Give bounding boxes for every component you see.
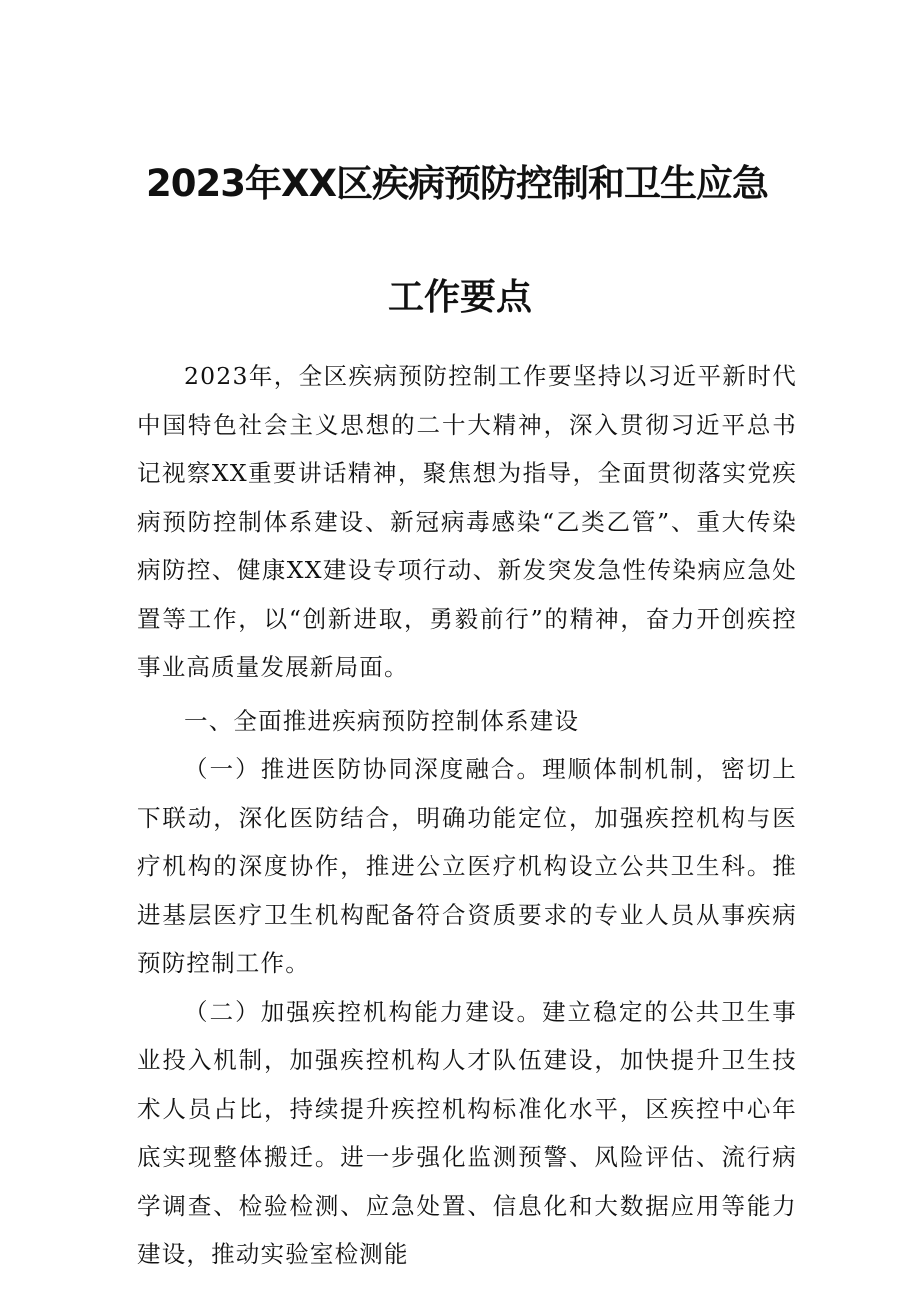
intro-paragraph: 2023年，全区疾病预防控制工作要坚持以习近平新时代中国特色社会主义思想的二十大精神，深入贯彻习近平总书记视察XX重要讲话精神，聚焦想为指导，全面贯彻落实党疾病预防控制体系建设、新冠病毒感染“乙类乙管”、重大传染病防控、健康XX建设专项行动、新发突发急性传染病应急处置等工作，以“创新进取，勇毅前行”的精神，奋力开创疾控事业高质量发展新局面。 xyxy=(137,362,797,681)
subsection-paragraph-1: （一）推进医防协同深度融合。理顺体制机制，密切上下联动，深化医防结合，明确功能定位，加强疾控机构与医疗机构的深度协作，推进公立医疗机构设立公共卫生科。推进基层医疗卫生机构配备符合资质要求的专业人员从事疾病预防控制工作。 xyxy=(137,755,797,977)
document-title-line-1: 2023年XX区疾病预防控制和卫生应急 xyxy=(146,162,769,205)
document-title-line-2: 工作要点 xyxy=(387,277,532,318)
subsection-paragraph-2: （二）加强疾控机构能力建设。建立稳定的公共卫生事业投入机制，加强疾控机构人才队伍建设，加快提升卫生技术人员占比，持续提升疾控机构标准化水平，区疾控中心年底实现整体搬迁。进一步强化监测预警、风险评估、流行病学调查、检验检测、应急处置、信息化和大数据应用等能力建设，推动实验室检测能 xyxy=(137,997,797,1268)
document-body xyxy=(137,352,797,1279)
section-heading-1: 一、全面推进疾病预防控制体系建设 xyxy=(184,706,580,735)
